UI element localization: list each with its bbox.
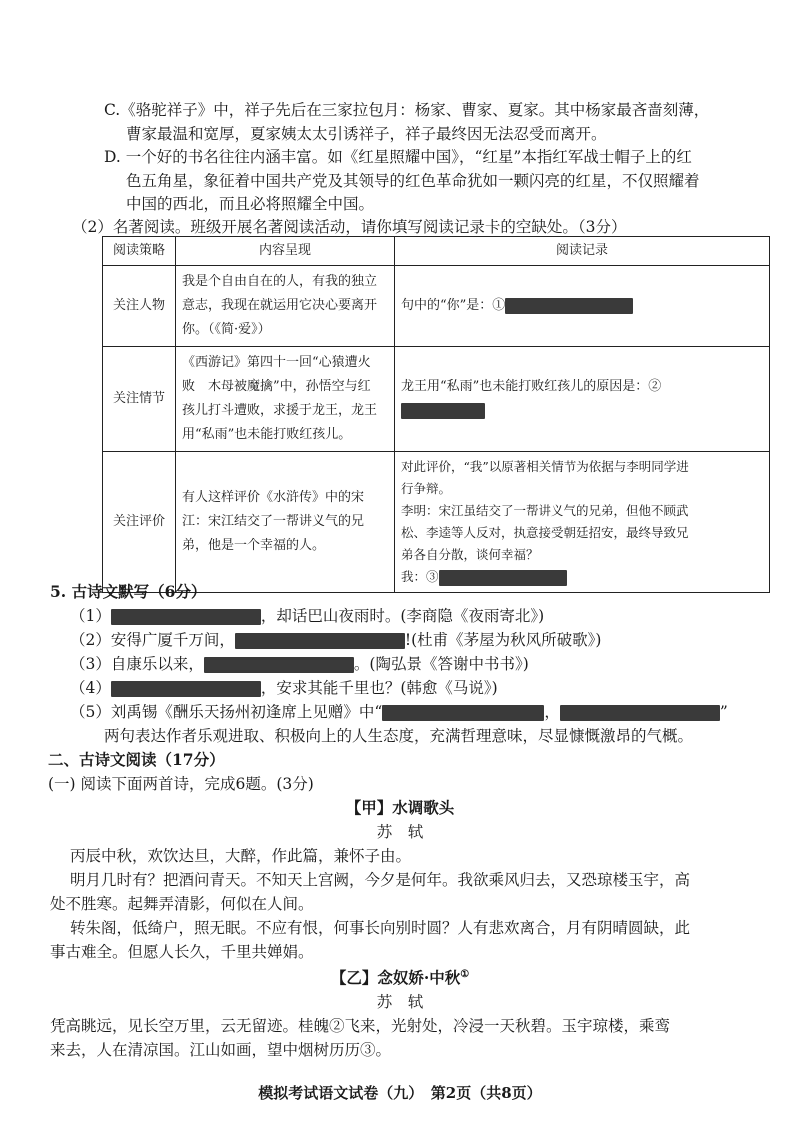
page-footer: 模拟考试语文试卷（九） 第2页（共8页） <box>258 1084 542 1102</box>
dictation-item-1: （1） ，却话巴山夜雨时。(李商隐《夜雨寄北》) <box>70 607 545 625</box>
poem-a-line: 处不胜寒。起舞弄清影，何似在人间。 <box>50 895 314 913</box>
poem-a-line: 明月几时有？把酒问青天。不知天上宫阙，今夕是何年。我欲乘风归去，又恐琼楼玉宇，高 <box>70 871 691 889</box>
dictation-item-5: （5）刘禹锡《酬乐天扬州初逢席上见赠》中“ ， ” <box>70 703 728 721</box>
poem-b-title: 【乙】念奴娇·中秋① <box>330 968 470 987</box>
strategy-cell: 关注人物 <box>103 266 176 347</box>
option-c-line1: C.《骆驼祥子》中，祥子先后在三家拉包月：杨家、曹家、夏家。其中杨家最吝啬刻薄， <box>104 101 710 119</box>
dictation-blank[interactable] <box>204 657 354 673</box>
dictation-item-3: （3）自康乐以来， 。(陶弘景《答谢中书书》) <box>70 655 529 673</box>
reading-record-table <box>102 236 770 593</box>
strategy-cell: 关注评价 <box>103 452 176 593</box>
content-cell: 有人这样评价《水浒传》中的宋 江：宋江结交了一帮讲义气的兄 弟，他是一个幸福的人。 <box>176 452 395 593</box>
option-c-line2: 曹家最温和宽厚，夏家姨太太引诱祥子，祥子最终因无法忍受而离开。 <box>126 125 607 143</box>
section-5-title: 5. 古诗文默写（6分） <box>50 582 207 601</box>
option-d-line2: 色五角星，象征着中国共产党及其领导的红色革命犹如一颗闪亮的红星，不仅照耀着 <box>126 172 700 190</box>
answer-blank-1[interactable] <box>505 298 633 314</box>
answer-blank-3[interactable] <box>439 570 567 586</box>
dictation-item-5-line2: 两句表达作者乐观进取、积极向上的人生态度，充满哲理意味，尽显慷慨激昂的气概。 <box>104 727 694 745</box>
table-header: 阅读记录 <box>395 237 770 266</box>
poem-b-line: 来去，人在清凉国。江山如画，望中烟树历历③。 <box>50 1041 392 1059</box>
option-d-line3: 中国的西北，而且必将照耀全中国。 <box>126 195 375 213</box>
content-cell: 我是个自由自在的人，有我的独立 意志，我现在就运用它决心要离开 你。（《简·爱》） <box>176 266 395 347</box>
record-cell: 龙王用“私雨”也未能打败红孩儿的原因是：② <box>395 347 770 452</box>
poem-a-line: 转朱阁，低绮户，照无眠。不应有恨，何事长向别时圆？人有悲欢离合，月有阴晴圆缺，此 <box>70 919 691 937</box>
dictation-blank[interactable] <box>111 681 261 697</box>
poem-a-title: 【甲】水调歌头 <box>345 798 455 817</box>
record-cell: 对此评价，“我”以原著相关情节为依据与李明同学进 行争辩。 李明：宋江虽结交了一帮讲义气的兄弟，但他不顾武 松、李逵等人反对，执意接受朝廷招安，最终导致兄 弟各自分散，谈何幸福？ 我：③ <box>395 452 770 593</box>
poem-a-author: 苏 轼 <box>376 823 424 841</box>
poem-b-author: 苏 轼 <box>376 993 424 1011</box>
dictation-blank[interactable] <box>235 633 405 649</box>
dictation-blank[interactable] <box>560 705 720 721</box>
strategy-cell: 关注情节 <box>103 347 176 452</box>
part-2-title: 二、古诗文阅读（17分） <box>48 750 225 769</box>
table-header: 内容呈现 <box>176 237 395 266</box>
dictation-blank[interactable] <box>111 609 261 625</box>
content-cell: 《西游记》第四十一回“心猿遭火 败 木母被魔擒”中，孙悟空与红 孩儿打斗遭败，求援于龙王，龙王 用“私雨”也未能打败红孩儿。 <box>176 347 395 452</box>
poem-a-preface: 丙辰中秋，欢饮达旦，大醉，作此篇，兼怀子由。 <box>70 847 412 865</box>
dictation-blank[interactable] <box>382 705 544 721</box>
question-2-title: （2）名著阅读。班级开展名著阅读活动，请你填写阅读记录卡的空缺处。（3分） <box>72 218 627 236</box>
answer-blank-2[interactable] <box>401 403 485 419</box>
poem-b-line: 凭高眺远，见长空万里，云无留迹。桂魄②飞来，光射处，冷浸一天秋碧。玉宇琼楼，乘鸾 <box>50 1017 671 1035</box>
dictation-item-2: （2）安得广厦千万间， !(杜甫《茅屋为秋风所破歌》) <box>70 631 602 649</box>
table-header: 阅读策略 <box>103 237 176 266</box>
option-d-line1: D. 一个好的书名往往内涵丰富。如《红星照耀中国》，“红星”本指红军战士帽子上的红 <box>104 148 692 166</box>
record-cell: 句中的“你”是：① <box>395 266 770 347</box>
part-2-sub-1: (一) 阅读下面两首诗，完成6题。(3分) <box>48 775 314 793</box>
poem-a-line: 事古难全。但愿人长久，千里共婵娟。 <box>50 943 314 961</box>
dictation-item-4: （4） ，安求其能千里也？(韩愈《马说》) <box>70 679 498 697</box>
